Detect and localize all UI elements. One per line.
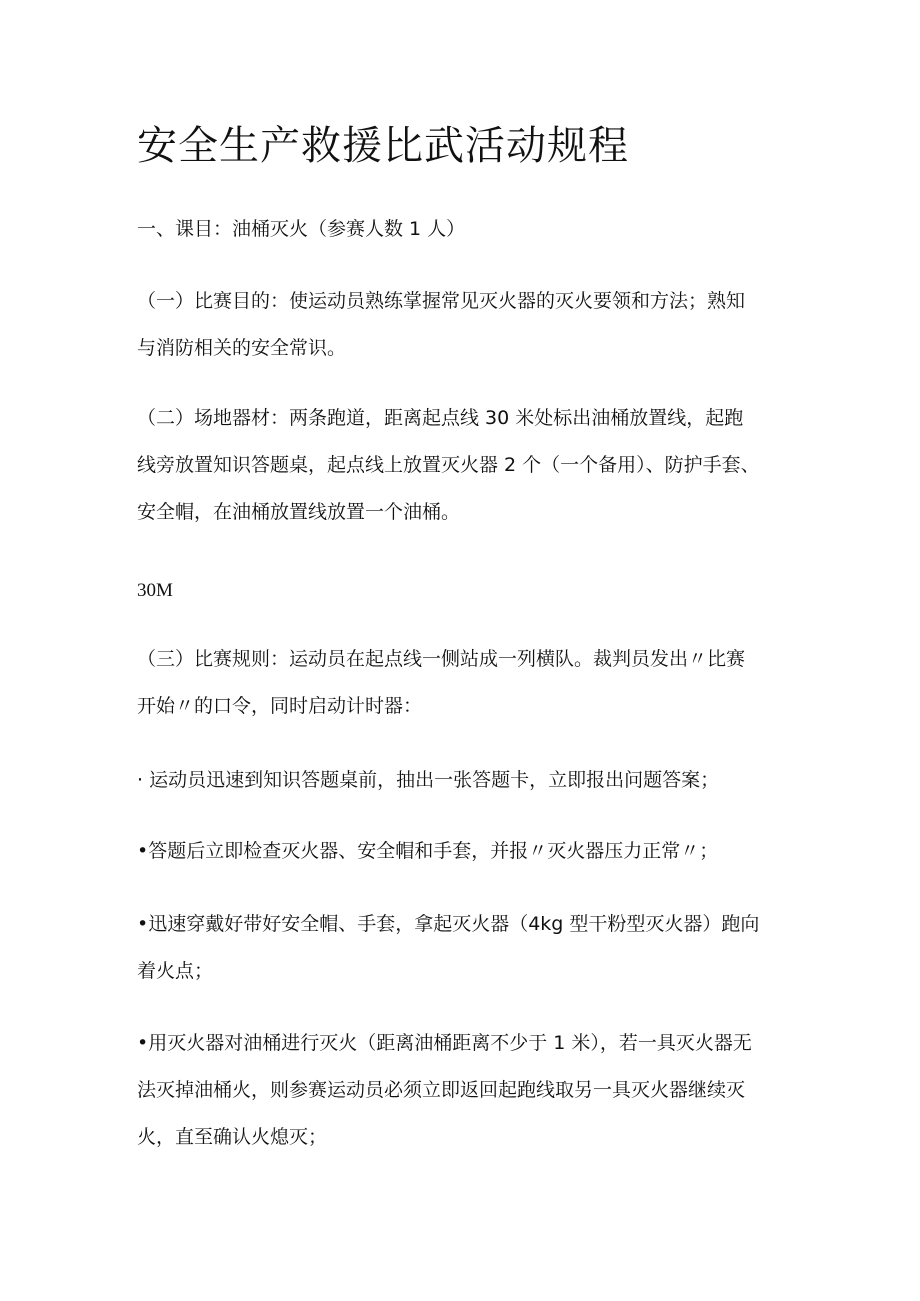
purpose-line-1: （一）比赛目的：使运动员熟练掌握常见灭火器的灭火要领和方法；熟知 [137,290,746,312]
distance-label: 30M [137,580,173,601]
rules-line-1: （三）比赛规则：运动员在起点线一侧站成一列横队。裁判员发出〃比赛 [137,648,746,670]
paragraph-venue [137,395,797,536]
step-4-line-1: •用灭火器对油桶进行灭火（距离油桶距离不少于 1 米），若一具灭火器无 [137,1032,752,1054]
rules-line-2: 开始〃的口令，同时启动计时器： [137,695,423,717]
venue-line-2: 线旁放置知识答题桌，起点线上放置灭火器 2 个（一个备用）、防护手套、 [137,454,760,476]
section-heading-oil-drum [137,206,797,253]
step-check-extinguisher [137,828,797,875]
step-3-line-2: 着火点； [137,960,214,982]
step-extinguish-fire [137,1020,797,1161]
paragraph-rules [137,636,797,730]
step-answer-question [137,757,797,804]
step-4-line-2: 法灭掉油桶火，则参赛运动员必须立即返回起跑线取另一具灭火器继续灭 [137,1079,746,1101]
section-heading-text: 一、课目：油桶灭火（参赛人数 1 人） [137,218,466,240]
document-title: 安全生产救援比武活动规程 [137,123,629,169]
step-3-line-1: •迅速穿戴好带好安全帽、手套，拿起灭火器（4kg 型干粉型灭火器）跑向 [137,913,760,935]
step-4-line-3: 火，直至确认火熄灭； [137,1126,328,1148]
venue-line-1: （二）场地器材：两条跑道，距离起点线 30 米处标出油桶放置线，起跑 [137,407,744,429]
venue-line-3: 安全帽，在油桶放置线放置一个油桶。 [137,501,461,523]
step-put-on-gear [137,901,797,995]
paragraph-purpose [137,278,797,372]
step-1-line-1: · 运动员迅速到知识答题桌前，抽出一张答题卡，立即报出问题答案； [137,769,720,791]
purpose-line-2: 与消防相关的安全常识。 [137,337,347,359]
step-2-line-1: •答题后立即检查灭火器、安全帽和手套，并报〃灭火器压力正常〃； [137,840,719,862]
